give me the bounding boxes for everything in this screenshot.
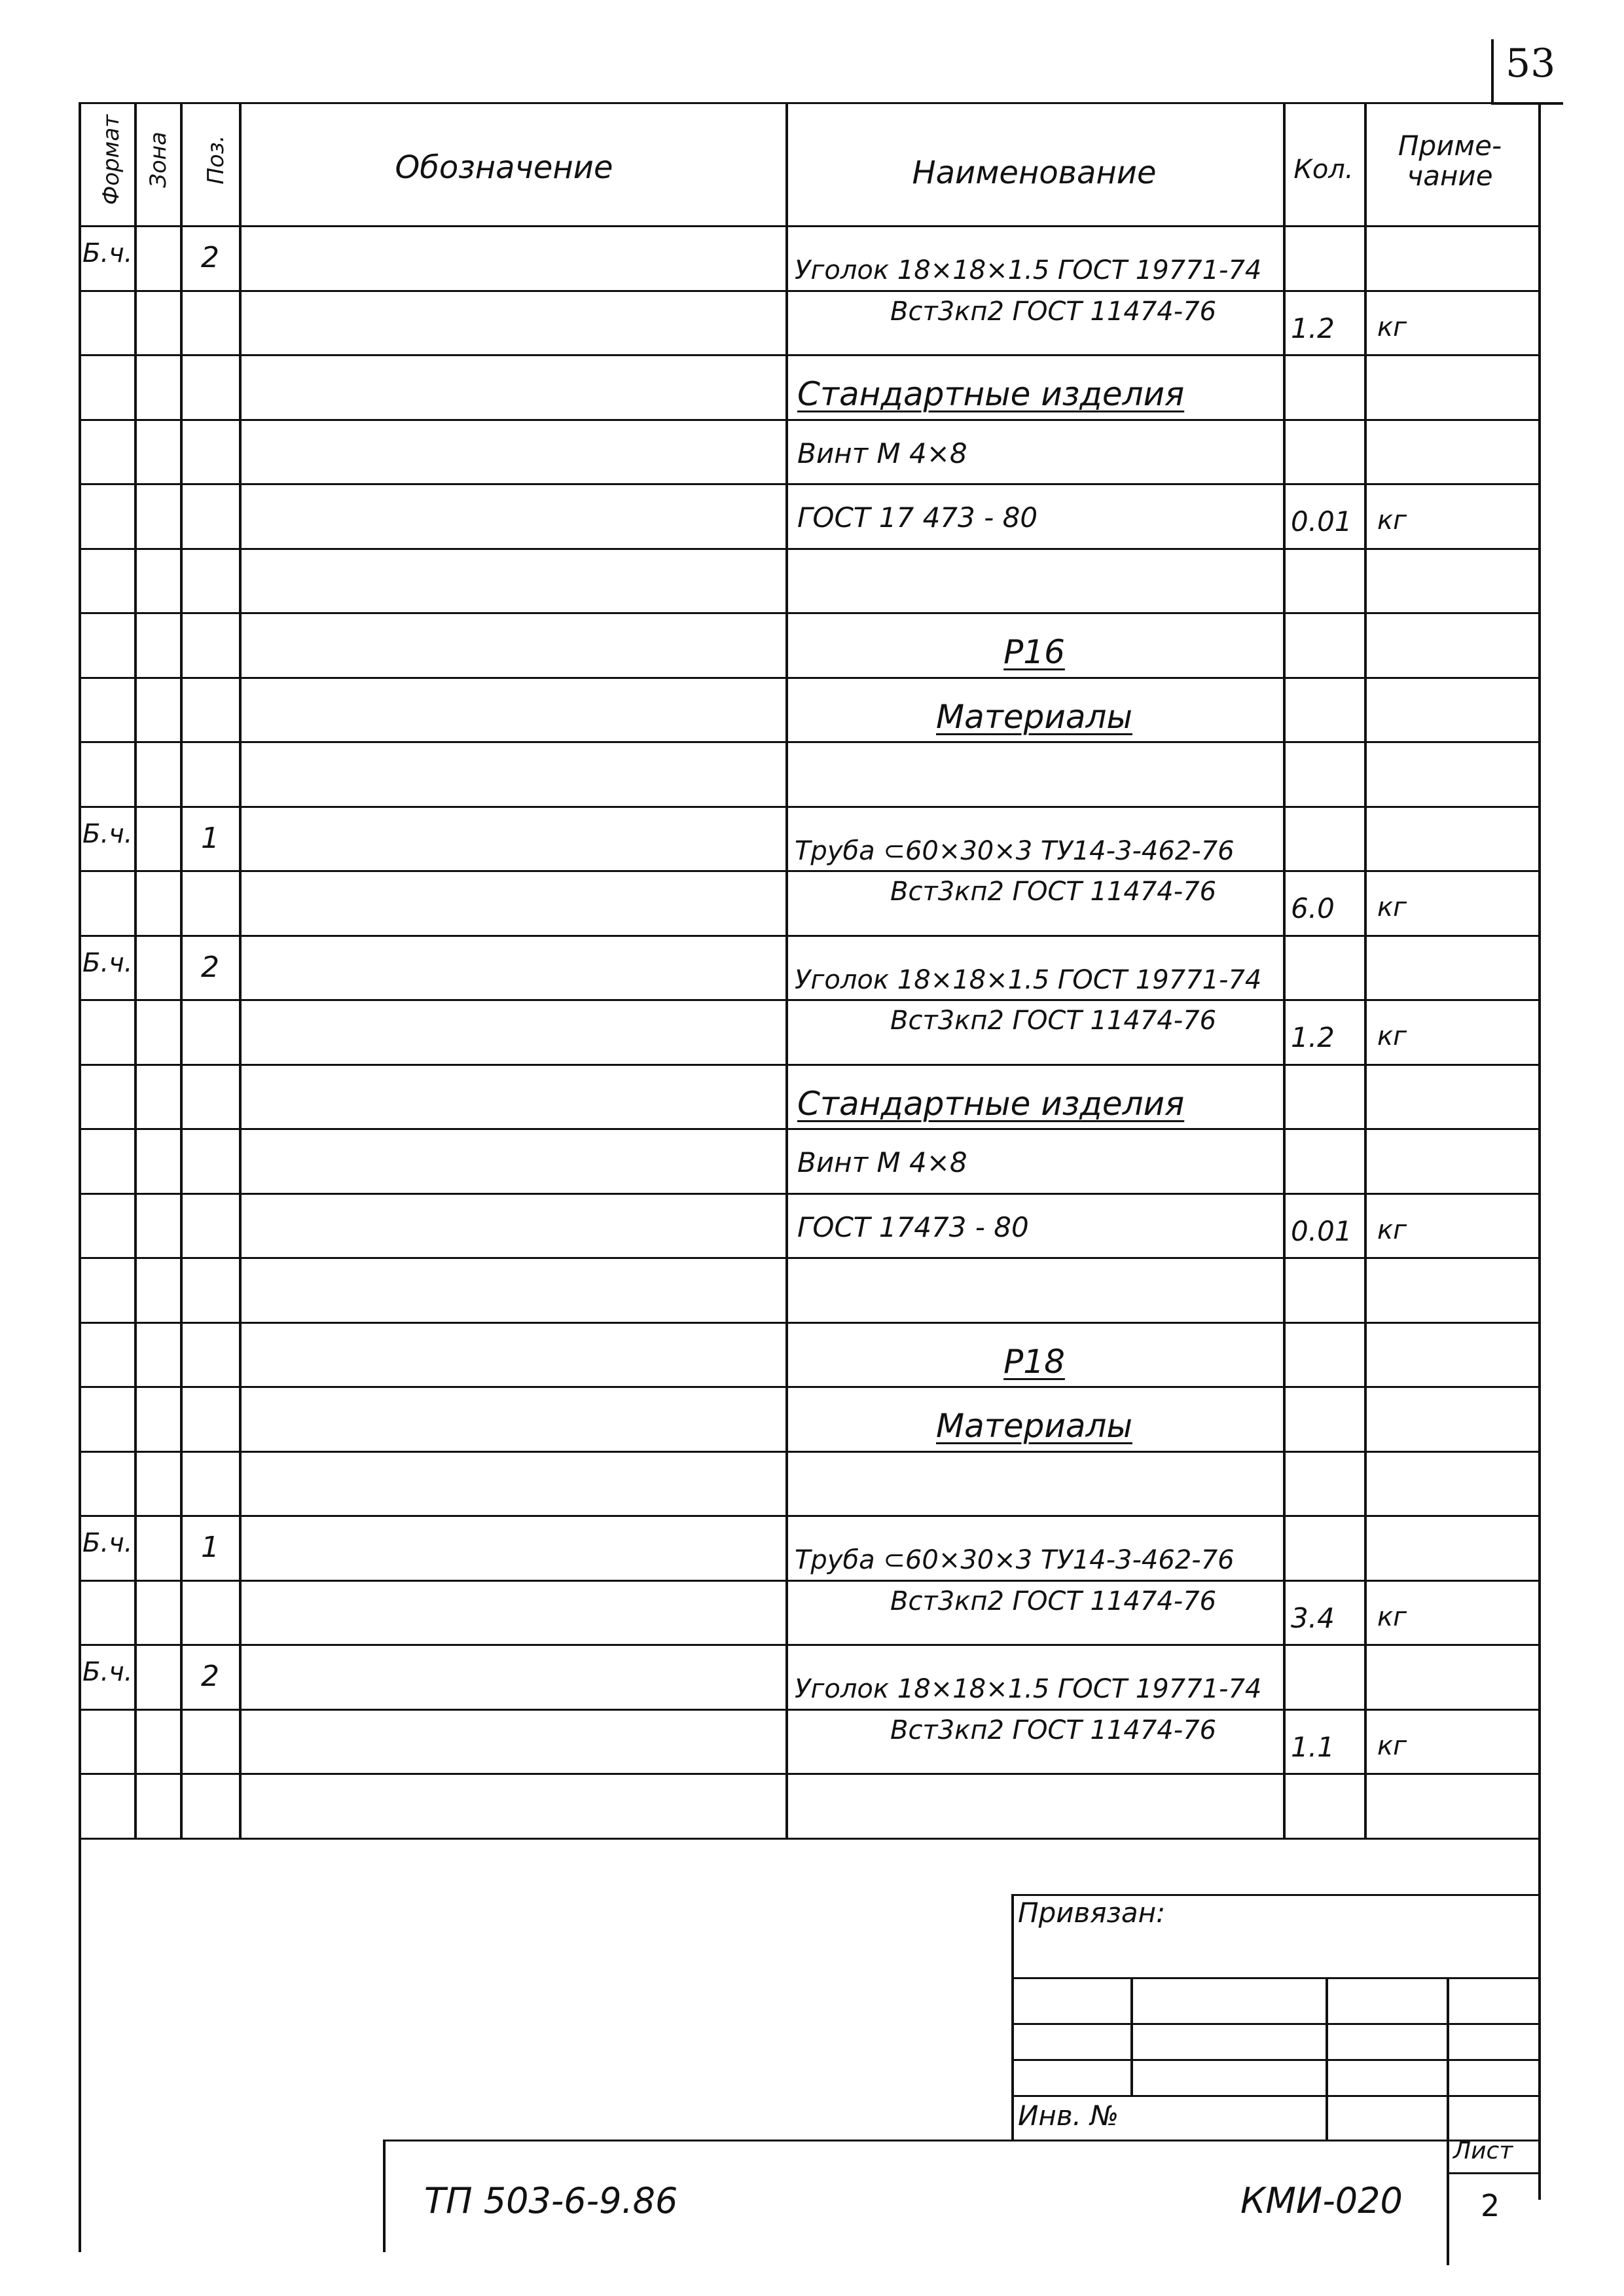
quantity-cell: 0.01 xyxy=(1291,505,1352,538)
item-name: Уголок 18×18×1.5 ГОСТ 19771-74 xyxy=(795,964,1262,995)
header-zone: Зона xyxy=(145,132,171,188)
position-cell: 1 xyxy=(201,821,219,855)
row-rule xyxy=(79,935,1538,937)
header-format: Формат xyxy=(98,115,124,205)
note-cell: кг xyxy=(1377,1601,1407,1632)
item-name: Труба ⊂60×30×3 ТУ14-3-462-76 xyxy=(795,835,1235,866)
item-material: Вст3кп2 ГОСТ 11474-76 xyxy=(890,877,1217,907)
stamp-rule xyxy=(1011,2059,1538,2061)
sheet-rule xyxy=(1447,2172,1538,2174)
header-pos: Поз. xyxy=(203,135,229,185)
column-rule xyxy=(1364,102,1367,1838)
quantity-cell: 0.01 xyxy=(1291,1214,1352,1247)
note-cell: кг xyxy=(1377,312,1407,342)
column-rule xyxy=(239,102,242,1838)
row-rule xyxy=(79,741,1538,743)
row-rule xyxy=(79,1064,1538,1066)
section-heading: Материалы xyxy=(936,1407,1132,1445)
row-rule xyxy=(79,677,1538,679)
header-qty: Кол. xyxy=(1293,155,1354,185)
position-cell: 2 xyxy=(201,241,219,274)
item-material: Вст3кп2 ГОСТ 11474-76 xyxy=(890,1006,1217,1036)
position-cell: 2 xyxy=(201,950,219,984)
page-number: 53 xyxy=(1506,41,1556,86)
note-cell: кг xyxy=(1377,1214,1407,1245)
attached-label: Привязан: xyxy=(1018,1897,1166,1929)
document-code: КМИ-020 xyxy=(1240,2180,1403,2221)
row-rule xyxy=(79,419,1538,421)
row-rule xyxy=(79,1322,1538,1324)
bottom-block-left xyxy=(383,2140,386,2252)
page-number-divider xyxy=(1491,39,1494,105)
quantity-cell: 1.2 xyxy=(1291,312,1335,344)
row-rule xyxy=(79,1644,1538,1646)
item-material: Вст3кп2 ГОСТ 11474-76 xyxy=(890,296,1217,327)
inventory-number-label: Инв. № xyxy=(1018,2100,1119,2132)
quantity-cell: 6.0 xyxy=(1291,892,1335,924)
item-name: ГОСТ 17473 - 80 xyxy=(797,1211,1029,1243)
row-rule xyxy=(79,1128,1538,1130)
header-rule xyxy=(79,225,1538,227)
format-cell: Б.ч. xyxy=(82,238,133,268)
stamp-rule xyxy=(1011,1977,1538,1979)
row-rule xyxy=(79,870,1538,872)
frame-left xyxy=(79,102,81,2252)
position-cell: 2 xyxy=(201,1660,219,1693)
row-rule xyxy=(79,1193,1538,1195)
section-heading: Стандартные изделия xyxy=(797,375,1185,413)
frame-top xyxy=(79,102,1551,104)
row-rule xyxy=(79,1451,1538,1453)
project-code: ТП 503-6-9.86 xyxy=(424,2180,678,2221)
format-cell: Б.ч. xyxy=(82,818,133,849)
header-note: Приме- чание xyxy=(1398,130,1502,192)
stamp-column xyxy=(1326,1977,1328,2141)
row-rule xyxy=(79,354,1538,356)
item-name: Уголок 18×18×1.5 ГОСТ 19771-74 xyxy=(795,255,1262,285)
stamp-rule xyxy=(1011,2095,1538,2097)
note-cell: кг xyxy=(1377,1730,1407,1761)
frame-right xyxy=(1538,102,1541,2200)
column-rule xyxy=(1283,102,1286,1838)
item-name: Винт М 4×8 xyxy=(797,1146,967,1178)
section-heading: Стандартные изделия xyxy=(797,1084,1185,1123)
row-rule xyxy=(79,1773,1538,1775)
row-rule xyxy=(79,612,1538,614)
sheet-label: Лист xyxy=(1453,2138,1513,2164)
section-heading: Р18 xyxy=(1003,1342,1065,1381)
row-rule xyxy=(79,806,1538,808)
header-name: Наименование xyxy=(912,155,1157,191)
item-name: ГОСТ 17 473 - 80 xyxy=(797,501,1038,534)
row-rule xyxy=(79,548,1538,550)
format-cell: Б.ч. xyxy=(82,947,133,978)
section-heading: Р16 xyxy=(1003,633,1065,671)
format-cell: Б.ч. xyxy=(82,1528,133,1558)
item-material: Вст3кп2 ГОСТ 11474-76 xyxy=(890,1586,1217,1616)
item-name: Уголок 18×18×1.5 ГОСТ 19771-74 xyxy=(795,1674,1262,1704)
column-rule xyxy=(134,102,137,1838)
row-rule xyxy=(79,1515,1538,1517)
stamp-column xyxy=(1447,1977,1449,2265)
section-heading: Материалы xyxy=(936,697,1132,736)
quantity-cell: 3.4 xyxy=(1291,1601,1335,1634)
item-name: Труба ⊂60×30×3 ТУ14-3-462-76 xyxy=(795,1545,1235,1575)
row-rule xyxy=(79,1580,1538,1582)
note-cell: кг xyxy=(1377,505,1407,536)
stamp-top xyxy=(1011,1894,1538,1896)
row-rule xyxy=(79,1257,1538,1259)
stamp-rule xyxy=(1011,2023,1538,2025)
item-material: Вст3кп2 ГОСТ 11474-76 xyxy=(890,1715,1217,1745)
row-rule xyxy=(79,999,1538,1001)
format-cell: Б.ч. xyxy=(82,1657,133,1687)
item-name: Винт М 4×8 xyxy=(797,437,967,469)
note-cell: кг xyxy=(1377,892,1407,922)
row-rule xyxy=(79,1386,1538,1388)
stamp-column xyxy=(1130,1977,1133,2095)
column-rule xyxy=(785,102,788,1838)
row-rule xyxy=(79,483,1538,485)
stamp-left xyxy=(1011,1894,1014,2141)
header-designation: Обозначение xyxy=(395,149,613,186)
bottom-block-top xyxy=(383,2140,1538,2141)
row-rule xyxy=(79,290,1538,292)
row-rule xyxy=(79,1709,1538,1711)
quantity-cell: 1.1 xyxy=(1291,1730,1335,1763)
row-rule xyxy=(79,1838,1538,1840)
quantity-cell: 1.2 xyxy=(1291,1021,1335,1053)
note-cell: кг xyxy=(1377,1021,1407,1051)
sheet-number: 2 xyxy=(1481,2188,1500,2223)
position-cell: 1 xyxy=(201,1531,219,1564)
